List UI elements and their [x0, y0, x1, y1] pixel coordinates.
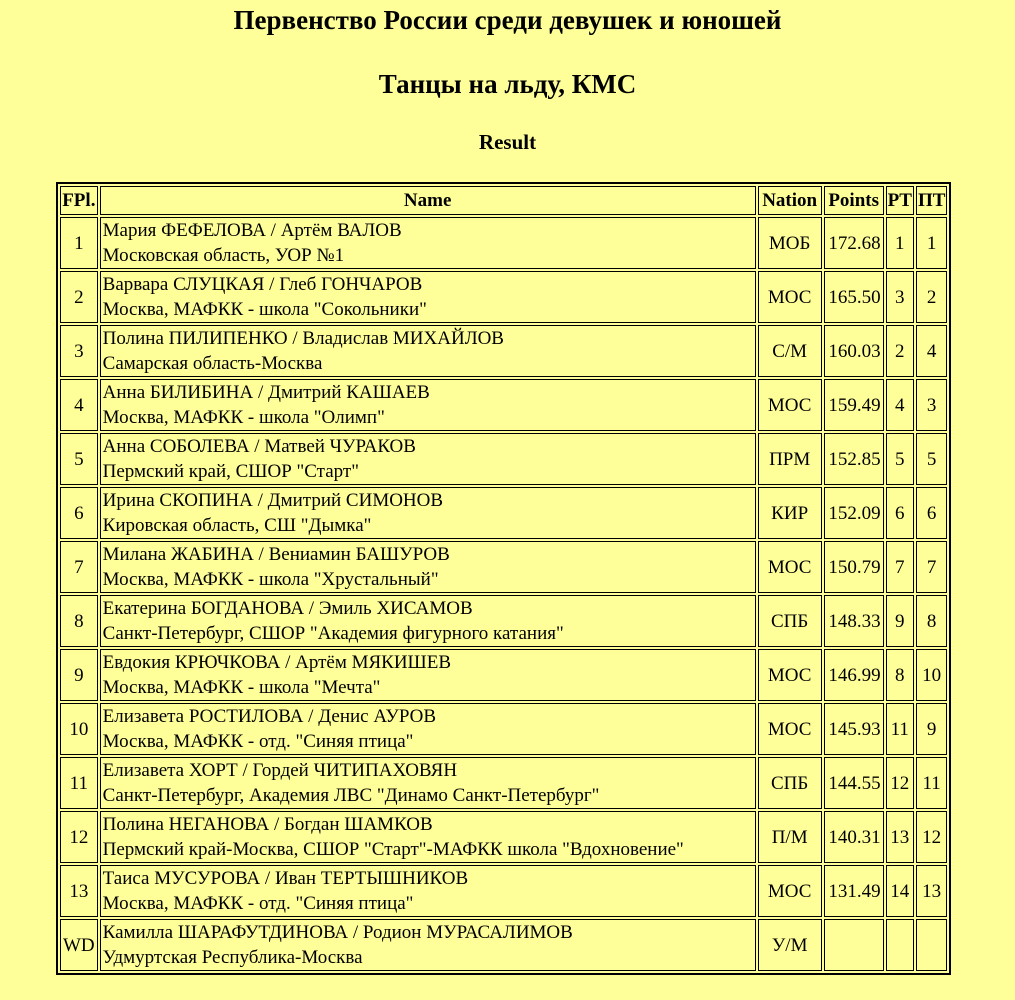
name-cell — [100, 379, 756, 431]
column-header-name: Name — [100, 186, 756, 215]
table-row — [60, 595, 947, 647]
table-row — [60, 217, 947, 269]
club-name: Самарская область-Москва — [102, 353, 323, 374]
pt-ru-cell: 9 — [916, 703, 947, 755]
club-name: Московская область, УОР №1 — [102, 245, 345, 266]
club-name: Москва, МАФКК - отд. "Синяя птица" — [102, 731, 414, 752]
table-row — [60, 757, 947, 809]
results-table — [56, 182, 951, 975]
place-cell: 1 — [60, 217, 98, 269]
event-title: Танцы на льду, КМС — [378, 69, 637, 99]
place-cell: 13 — [60, 865, 98, 917]
pt-cell: 6 — [886, 487, 914, 539]
pair-names: Полина НЕГАНОВА / Богдан ШАМКОВ — [102, 814, 433, 835]
name-cell — [100, 811, 756, 863]
pair-names: Таиса МУСУРОВА / Иван ТЕРТЫШНИКОВ — [102, 868, 469, 889]
name-cell — [100, 919, 756, 971]
pt-ru-cell: 4 — [916, 325, 947, 377]
pair-names: Анна СОБОЛЕВА / Матвей ЧУРАКОВ — [102, 436, 416, 457]
table-row — [60, 811, 947, 863]
place-cell: 10 — [60, 703, 98, 755]
column-header-points: Points — [824, 186, 884, 215]
table-header-row — [60, 186, 947, 215]
points-cell: 140.31 — [824, 811, 884, 863]
name-cell — [100, 325, 756, 377]
column-header-pt: PT — [886, 186, 914, 215]
pt-ru-cell: 3 — [916, 379, 947, 431]
table-row — [60, 541, 947, 593]
nation-cell: КИР — [758, 487, 822, 539]
pair-names: Екатерина БОГДАНОВА / Эмиль ХИСАМОВ — [102, 598, 473, 619]
points-cell: 159.49 — [824, 379, 884, 431]
place-cell: 6 — [60, 487, 98, 539]
nation-cell: МОС — [758, 649, 822, 701]
table-row — [60, 433, 947, 485]
points-cell: 152.85 — [824, 433, 884, 485]
pt-cell: 14 — [886, 865, 914, 917]
nation-cell: МОС — [758, 271, 822, 323]
pt-ru-cell: 10 — [916, 649, 947, 701]
place-cell: 5 — [60, 433, 98, 485]
page-title: Первенство России среди девушек и юношей — [233, 5, 782, 35]
nation-cell: МОС — [758, 379, 822, 431]
name-cell — [100, 757, 756, 809]
name-cell — [100, 541, 756, 593]
pt-cell — [886, 919, 914, 971]
pair-names: Елизавета РОСТИЛОВА / Денис АУРОВ — [102, 706, 437, 727]
pt-cell: 2 — [886, 325, 914, 377]
name-cell — [100, 865, 756, 917]
pt-ru-cell: 2 — [916, 271, 947, 323]
place-cell: 11 — [60, 757, 98, 809]
place-cell: 12 — [60, 811, 98, 863]
pair-names: Полина ПИЛИПЕНКО / Владислав МИХАЙЛОВ — [102, 328, 504, 349]
points-cell: 152.09 — [824, 487, 884, 539]
nation-cell: СПБ — [758, 757, 822, 809]
pair-names: Милана ЖАБИНА / Вениамин БАШУРОВ — [102, 544, 450, 565]
table-row — [60, 865, 947, 917]
points-cell: 148.33 — [824, 595, 884, 647]
club-name: Пермский край, СШОР "Старт" — [102, 461, 359, 482]
name-cell — [100, 271, 756, 323]
pt-cell: 11 — [886, 703, 914, 755]
table-row — [60, 649, 947, 701]
points-cell: 172.68 — [824, 217, 884, 269]
nation-cell: СПБ — [758, 595, 822, 647]
club-name: Кировская область, СШ "Дымка" — [102, 515, 372, 536]
nation-cell: МОС — [758, 541, 822, 593]
pt-cell: 3 — [886, 271, 914, 323]
pt-ru-cell: 12 — [916, 811, 947, 863]
pair-names: Камилла ШАРАФУТДИНОВА / Родион МУРАСАЛИМОВ — [102, 922, 573, 943]
nation-cell: ПРМ — [758, 433, 822, 485]
nation-cell: П/М — [758, 811, 822, 863]
nation-cell: МОС — [758, 703, 822, 755]
pt-cell: 4 — [886, 379, 914, 431]
pair-names: Елизавета ХОРТ / Гордей ЧИТИПАХОВЯН — [102, 760, 458, 781]
pair-names: Ирина СКОПИНА / Дмитрий СИМОНОВ — [102, 490, 444, 511]
points-cell — [824, 919, 884, 971]
pt-ru-cell: 11 — [916, 757, 947, 809]
pair-names: Анна БИЛИБИНА / Дмитрий КАШАЕВ — [102, 382, 430, 403]
club-name: Москва, МАФКК - школа "Хрустальный" — [102, 569, 439, 590]
pair-names: Варвара СЛУЦКАЯ / Глеб ГОНЧАРОВ — [102, 274, 423, 295]
pt-ru-cell: 7 — [916, 541, 947, 593]
name-cell — [100, 649, 756, 701]
pair-names: Мария ФЕФЕЛОВА / Артём ВАЛОВ — [102, 220, 402, 241]
table-row — [60, 919, 947, 971]
club-name: Санкт-Петербург, Академия ЛВС "Динамо Санкт-Петербург" — [102, 785, 600, 806]
nation-cell: С/М — [758, 325, 822, 377]
pt-ru-cell: 13 — [916, 865, 947, 917]
pair-names: Евдокия КРЮЧКОВА / Артём МЯКИШЕВ — [102, 652, 451, 673]
place-cell: 7 — [60, 541, 98, 593]
place-cell: 4 — [60, 379, 98, 431]
points-cell: 146.99 — [824, 649, 884, 701]
pt-cell: 8 — [886, 649, 914, 701]
points-cell: 165.50 — [824, 271, 884, 323]
pt-ru-cell: 1 — [916, 217, 947, 269]
column-header-fpl: FPl. — [60, 186, 98, 215]
pt-cell: 12 — [886, 757, 914, 809]
club-name: Москва, МАФКК - школа "Олимп" — [102, 407, 385, 428]
points-cell: 131.49 — [824, 865, 884, 917]
club-name: Удмуртская Республика-Москва — [102, 947, 363, 968]
place-cell: WD — [60, 919, 98, 971]
pt-cell: 9 — [886, 595, 914, 647]
club-name: Москва, МАФКК - школа "Сокольники" — [102, 299, 427, 320]
pt-ru-cell: 6 — [916, 487, 947, 539]
section-title: Result — [478, 130, 537, 154]
name-cell — [100, 487, 756, 539]
name-cell — [100, 595, 756, 647]
column-header-pt-ru: ПТ — [916, 186, 947, 215]
club-name: Санкт-Петербург, СШОР "Академия фигурного катания" — [102, 623, 564, 644]
place-cell: 2 — [60, 271, 98, 323]
points-cell: 145.93 — [824, 703, 884, 755]
club-name: Москва, МАФКК - школа "Мечта" — [102, 677, 381, 698]
table-row — [60, 271, 947, 323]
pt-cell: 5 — [886, 433, 914, 485]
place-cell: 9 — [60, 649, 98, 701]
column-header-nation: Nation — [758, 186, 822, 215]
results-body — [60, 217, 947, 971]
club-name: Москва, МАФКК - отд. "Синяя птица" — [102, 893, 414, 914]
pt-ru-cell: 8 — [916, 595, 947, 647]
name-cell — [100, 433, 756, 485]
nation-cell: МОБ — [758, 217, 822, 269]
table-row — [60, 379, 947, 431]
pt-ru-cell — [916, 919, 947, 971]
name-cell — [100, 217, 756, 269]
pt-cell: 7 — [886, 541, 914, 593]
pt-ru-cell: 5 — [916, 433, 947, 485]
points-cell: 150.79 — [824, 541, 884, 593]
club-name: Пермский край-Москва, СШОР "Старт"-МАФКК школа "Вдохновение" — [102, 839, 684, 860]
table-row — [60, 703, 947, 755]
place-cell: 8 — [60, 595, 98, 647]
table-row — [60, 487, 947, 539]
table-row — [60, 325, 947, 377]
nation-cell: МОС — [758, 865, 822, 917]
pt-cell: 1 — [886, 217, 914, 269]
name-cell — [100, 703, 756, 755]
nation-cell: У/М — [758, 919, 822, 971]
points-cell: 160.03 — [824, 325, 884, 377]
pt-cell: 13 — [886, 811, 914, 863]
place-cell: 3 — [60, 325, 98, 377]
points-cell: 144.55 — [824, 757, 884, 809]
